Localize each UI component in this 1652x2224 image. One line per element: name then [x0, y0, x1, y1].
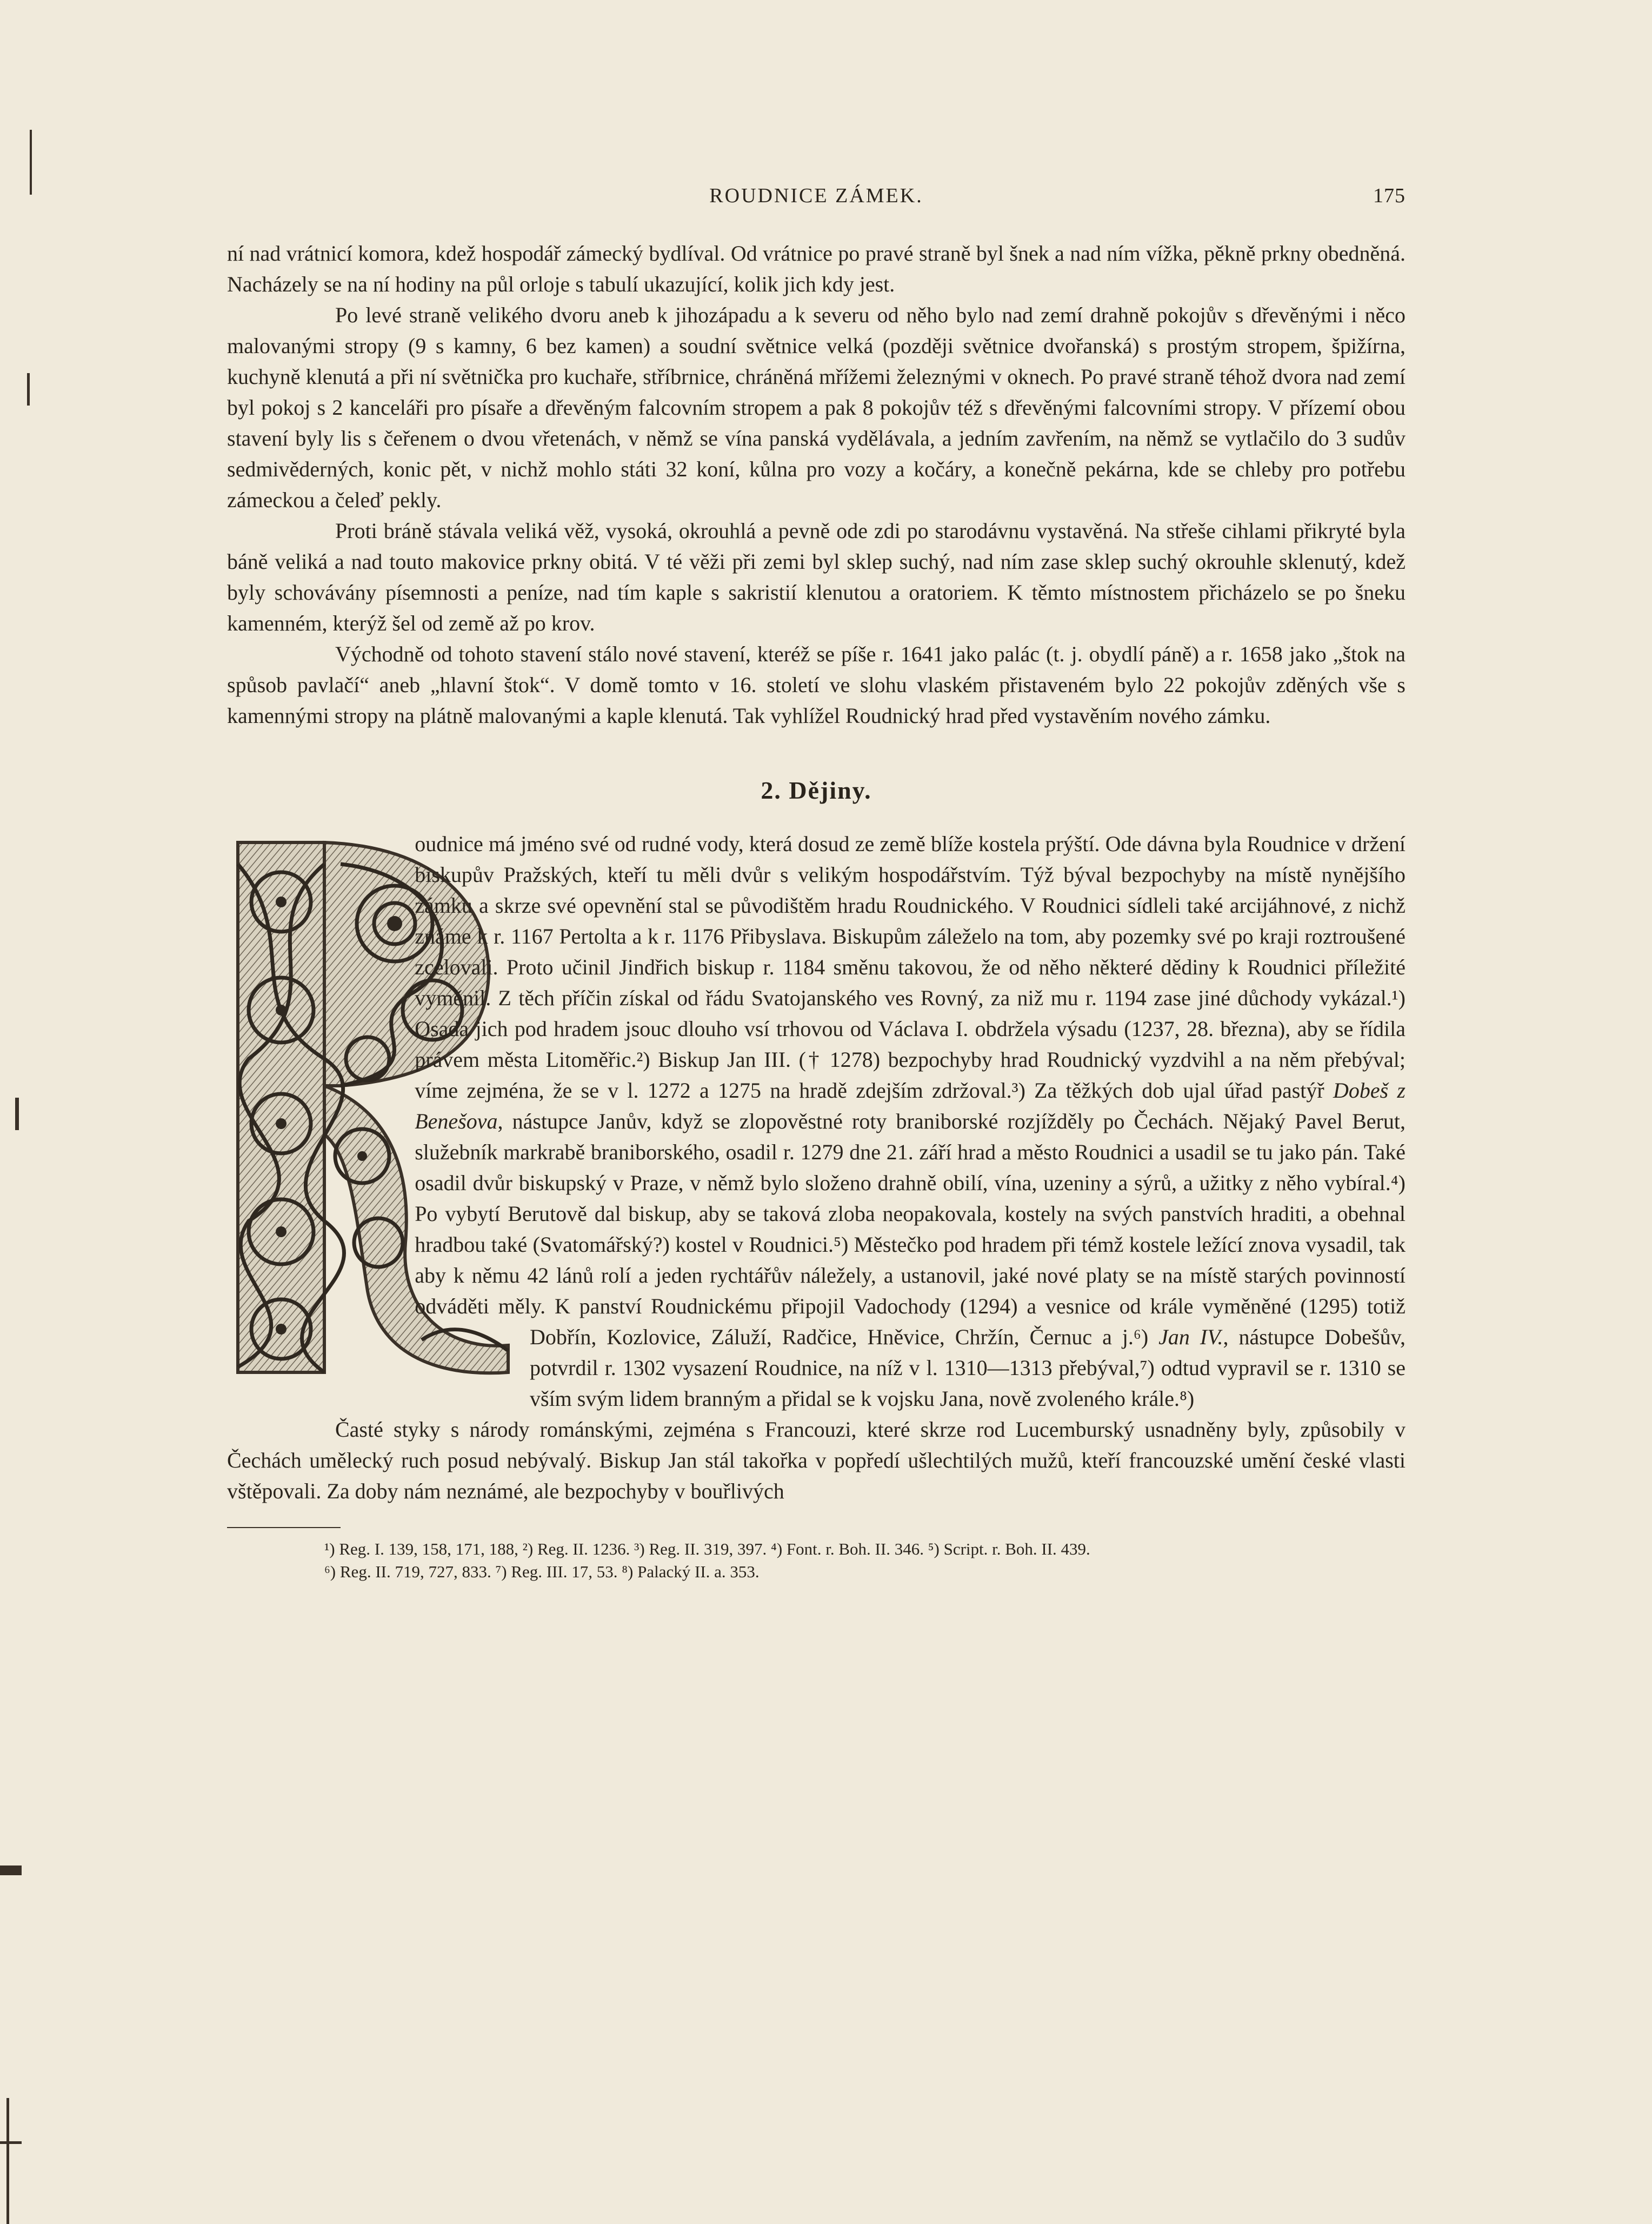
- scan-edge-mark: [0, 1865, 22, 1875]
- book-page: [227, 184, 1405, 1583]
- history-text: [227, 828, 1405, 1506]
- body-text: [227, 238, 1405, 731]
- running-header: [227, 184, 1405, 222]
- text-run: , nástupce Dobešův, potvrdil r. 1302 vysazení Roudnice, na níž v l. 1310—1313 přebýval,⁷) odtud vypravil se r. 1310 se vším svým lidem branným a přidal se k vojsku Jana, nově zvoleného krále.⁸): [530, 1325, 1405, 1411]
- paragraph: Proti bráně stávala veliká věž, vysoká, okrouhlá a pevně ode zdi po starodávnu vystavěná. Na střeše cihlami přikryté byla báně veliká a nad touto makovice prkny obitá. V té věži při zemi byl sklep suchý, nad ním zase sklep suchý okrouhle sklenutý, kdež byly schovávány písemnosti a peníze, nad tím kaple s sakristií klenutou a oratoriem. K těmto místnostem přicházelo se po šneku kamenném, kterýž šel od země až po krov.: [227, 519, 1405, 635]
- person-name: Dobeš z Benešova: [415, 1078, 1405, 1133]
- footnote-line: ¹) Reg. I. 139, 158, 171, 188, ²) Reg. II. 1236. ³) Reg. II. 319, 397. ⁴) Font. r. Boh. II. 346. ⁵) Script. r. Boh. II. 439.: [324, 1539, 1090, 1558]
- footnotes: [227, 1538, 1405, 1583]
- paragraph: Východně od tohoto stavení stálo nové stavení, kteréž se píše r. 1641 jako palác (t. j. obydlí páně) a r. 1658 jako „štok na spůsob pavlačí“ aneb „hlavní štok“. V domě tomto v 16. století ve slohu vlaském přistaveném bylo 22 pokojův zděných vše s kamennými stropy na plátně malovanými a kaple klenutá. Tak vyhlížel Roudnický hrad před vystavěním nového zámku.: [227, 642, 1405, 728]
- text-run: , nástupce Janův, když se zlopověstné roty braniborské rozjížděly po Čechách. Nějaký Pavel Berut, služebník markrabě braniborského, osadil r. 1279 dne 21. září hrad a město Roudnici a usadil se tu jako pán. Také osadil dvůr biskupský v Praze, v němž bylo složeno drahně obilí, vína, uzeniny a sýrů, a užitky z něho vybíral.⁴) Po vybytí Berutově dal biskup, aby se taková zloba neopakovala, kostely na svých panstvích hraditi, a obehnal hradbou také (Svatomářský?) kostel v Roudnici.⁵) Městečko pod hradem při témž kostele ležící znova vysadil, tak aby k němu 42 lánů rolí a jeden rychtářův náležely, a ustanovil, jaké nové platy se na místě starých povinností odváděti měly. K panství Roudnickému připojil Vadochody (1294) a vesnice od krále vyměněné (1295) totiž Dobřín, Kozlovice, Záluží, Radčice, Hněvice, Chržín, Černuc a j.⁶): [415, 1109, 1405, 1349]
- running-title: ROUDNICE ZÁMEK.: [709, 184, 923, 207]
- scan-edge-mark: [30, 130, 32, 195]
- person-name: Jan IV.: [1158, 1325, 1223, 1349]
- page-number: 175: [1373, 184, 1405, 207]
- scan-edge-mark: [15, 1098, 19, 1130]
- paragraph: ní nad vrátnicí komora, kdež hospodář zámecký bydlíval. Od vrátnice po pravé straně byl šnek a nad ním vížka, pěkně prkny obedněná. Nacházely se na ní hodiny na půl orloje s tabulí ukazující, kolik jich kdy jest.: [227, 241, 1405, 296]
- scan-edge-mark: [0, 2141, 22, 2144]
- footnote-divider: [227, 1527, 341, 1528]
- section-history: [227, 774, 1405, 1506]
- text-run: oudnice má jméno své od rudné vody, která dosud ze země blíže kostela prýští. Ode dávna byla Roudnice v držení biskupův Pražských, kteří tu měli dvůr s velikým hospodářstvím. Týž býval bezpochyby na místě nynějšího zámku a skrze své opevnění stal se původištěm hradu Roudnického. V Roudnici sídleli také arcijáhnové, z nichž známe k r. 1167 Pertolta a k r. 1176 Přibyslava. Biskupům záleželo na tom, aby pozemky své po kraji roztroušené zcelovali. Proto učinil Jindřich biskup r. 1184 směnu takovou, že od něho některé dědiny k Roudnici příležité vyměnil. Z těch příčin získal od řádu Svatojanského ves Rovný, za niž mu r. 1194 zase jiné důchody vykázal.¹) Osada jich pod hradem jsouc dlouho vsí trhovou od Václava I. obdržela výsadu (1237, 28. března), aby se řídila právem města Litoměřic.²) Biskup Jan III. († 1278) bezpochyby hrad Roudnický vyzdvihl a na něm přebýval; víme zejména, že se v l. 1272 a 1275 na hradě zdejším zdržoval.³) Za těžkých dob ujal úřad pastýř: [415, 832, 1405, 1103]
- footnote-line: ⁶) Reg. II. 719, 727, 833. ⁷) Reg. III. 17, 53. ⁸) Palacký II. a. 353.: [324, 1562, 760, 1581]
- section-heading: 2. Dějiny.: [761, 776, 872, 804]
- scan-edge-mark: [27, 373, 30, 406]
- paragraph: Časté styky s národy románskými, zejména s Francouzi, které skrze rod Lucemburský usnadněny byly, způsobily v Čechách umělecký ruch posud nebývalý. Biskup Jan stál takořka v popředí ušlechtilých mužů, kteří francouzské umění české vlasti vštěpovali. Za doby nám neznámé, ale bezpochyby v bouřlivých: [227, 1417, 1405, 1503]
- scan-edge-mark: [6, 2098, 9, 2224]
- paragraph: Po levé straně velikého dvoru aneb k jihozápadu a k severu od něho bylo nad zemí drahně pokojův s dřevěnými i něco malovanými stropy (9 s kamny, 6 bez kamen) a soudní světnice velká (později světnice dvořanská) s prostým stropem, špižírna, kuchyně klenutá a při ní světnička pro kuchaře, stříbrnice, chráněná mřížemi železnými v oknech. Po pravé straně téhož dvora nad zemí byl pokoj s 2 kanceláři pro písaře a dřevěným falcovním stropem a pak 8 pokojův též s dřevěnými falcovními stropy. V přízemí obou stavení byly lis s čeřenem o dvou vřetenách, v němž se vína panská vydělávala, a jedním zavřením, na němž se vytlačilo do 3 sudův sedmivěderných, konic pět, v nichž mohlo státi 32 koní, kůlna pro vozy a kočáry, a konečně pekárna, kde se chleby pro potřebu zámeckou a čeleď pekly.: [227, 303, 1405, 512]
